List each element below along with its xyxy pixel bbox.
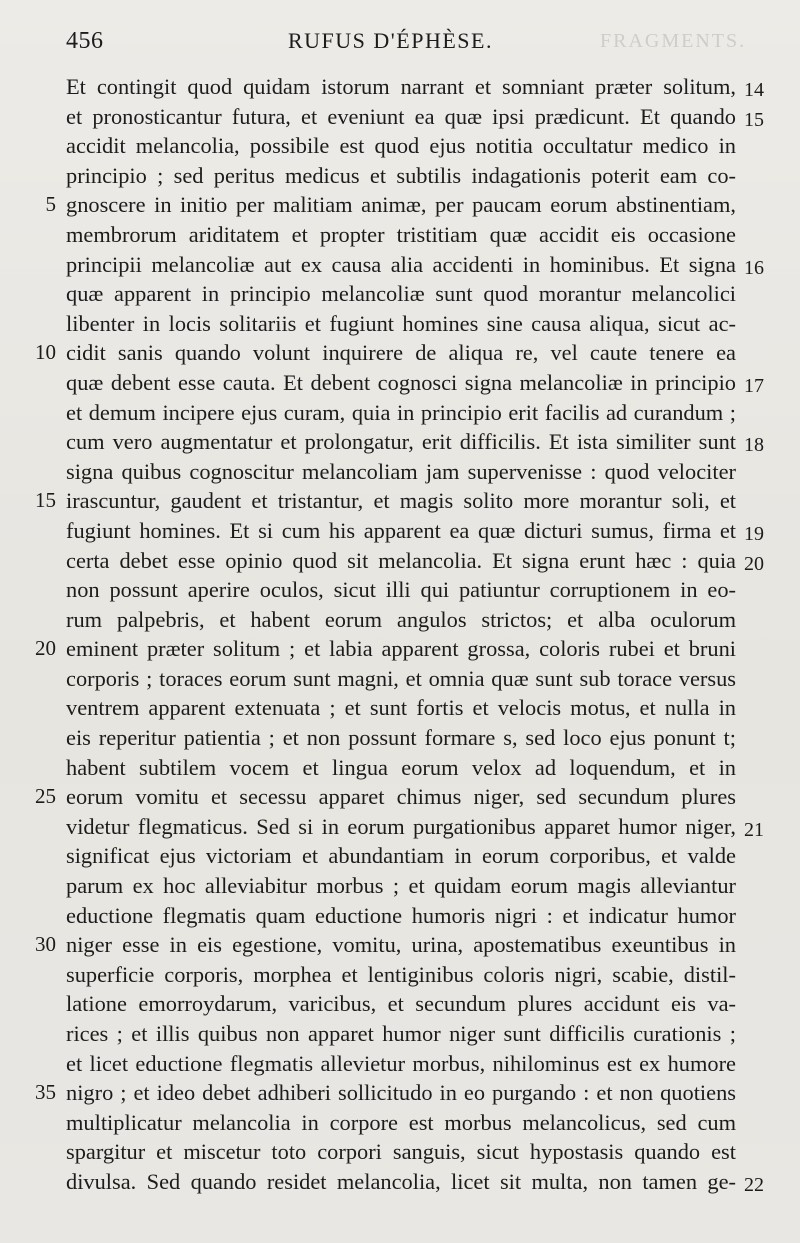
line-text: eorum vomitu et secessu apparet chimus niger, sed secundum plures	[66, 784, 736, 810]
line-text: eis reperitur patientia ; et non possunt formare s, sed loco ejus ponunt t;	[66, 725, 736, 751]
text-line	[0, 338, 800, 368]
line-text: certa debet esse opinio quod sit melancolia. Et signa erunt hæc : quia	[66, 547, 736, 573]
bleed-through-title: FRAGMENTS.	[600, 30, 747, 52]
section-number: 17	[744, 374, 764, 397]
line-text: divulsa. Sed quando residet melancolia, licet sit multa, non tamen ge-	[66, 1168, 736, 1194]
text-line	[0, 901, 800, 931]
text-line	[0, 693, 800, 723]
text-line	[0, 190, 800, 220]
text-line	[0, 161, 800, 191]
line-text: cum vero augmentatur et prolongatur, erit difficilis. Et ista similiter sunt	[66, 429, 736, 455]
text-line	[0, 427, 800, 457]
text-line	[0, 1108, 800, 1138]
line-text: et pronosticantur futura, et eveniunt ea quæ ipsi prædicunt. Et quando	[66, 103, 736, 129]
line-text: irascuntur, gaudent et tristantur, et magis solito more morantur soli, et	[66, 488, 736, 514]
text-line	[0, 841, 800, 871]
line-text: et licet eductione flegmatis allevietur morbus, nihilominus est ex humore	[66, 1050, 736, 1076]
line-text: Et contingit quod quidam istorum narrant et somniant præter solitum,	[66, 74, 736, 99]
text-line	[0, 279, 800, 309]
text-line	[0, 1019, 800, 1049]
line-text: ventrem apparent extenuata ; et sunt fortis et velocis motus, et nulla in	[66, 695, 736, 721]
text-line	[0, 1049, 800, 1079]
text-line	[0, 398, 800, 428]
line-text: principio ; sed peritus medicus et subtilis indagationis poterit eam co-	[66, 162, 736, 188]
page-header	[0, 26, 800, 62]
line-text: significat ejus victoriam et abundantiam in eorum corporibus, et valde	[66, 843, 736, 869]
text-line	[0, 989, 800, 1019]
text-line	[0, 812, 800, 842]
text-line	[0, 220, 800, 250]
text-line	[0, 516, 800, 546]
text-line	[0, 871, 800, 901]
line-text: rices ; et illis quibus non apparet humor niger sunt difficilis curationis ;	[66, 1021, 736, 1046]
section-number: 18	[744, 434, 764, 457]
line-text: latione emorroydarum, varicibus, et secundum plures accidunt eis va-	[66, 991, 736, 1017]
text-line	[0, 102, 800, 132]
text-line	[0, 723, 800, 753]
line-number: 5	[45, 192, 56, 217]
line-text: videtur flegmaticus. Sed si in eorum purgationibus apparet humor niger,	[66, 813, 736, 839]
text-line	[0, 575, 800, 605]
line-text: niger esse in eis egestione, vomitu, urina, apostematibus exeuntibus in	[66, 932, 736, 958]
line-text: non possunt aperire oculos, sicut illi qui patiuntur corruptionem in eo-	[66, 577, 736, 603]
line-text: principii melancoliæ aut ex causa alia accidenti in hominibus. Et signa	[66, 251, 736, 277]
line-text: cidit sanis quando volunt inquirere de aliqua re, vel caute tenere ea	[66, 340, 736, 366]
line-text: eminent præter solitum ; et labia apparent grossa, coloris rubei et bruni	[66, 636, 736, 662]
section-number: 20	[744, 552, 764, 575]
line-number: 30	[35, 932, 56, 957]
line-text: accidit melancolia, possibile est quod ejus notitia occultatur medico in	[66, 133, 736, 159]
text-line	[0, 1078, 800, 1108]
text-line	[0, 605, 800, 635]
line-text: rum palpebris, et habent eorum angulos strictos; et alba oculorum	[66, 606, 736, 632]
text-line	[0, 634, 800, 664]
page-number: 456	[66, 28, 104, 54]
line-number: 20	[35, 636, 56, 661]
text-body	[0, 72, 800, 1197]
section-number: 22	[744, 1173, 764, 1196]
section-number: 15	[744, 108, 764, 131]
line-text: multiplicatur melancolia in corpore est morbus melancolicus, sed cum	[66, 1109, 736, 1135]
text-line	[0, 486, 800, 516]
line-text: nigro ; et ideo debet adhiberi sollicitudo in eo purgando : et non quotiens	[66, 1080, 736, 1106]
section-number: 19	[744, 522, 764, 545]
text-line	[0, 368, 800, 398]
line-text: spargitur et miscetur toto corpori sanguis, sicut hypostasis quando est	[66, 1139, 736, 1165]
line-text: fugiunt homines. Et si cum his apparent ea quæ dicturi sumus, firma et	[66, 517, 736, 543]
line-text: superficie corporis, morphea et lentiginibus coloris nigri, scabie, distil-	[66, 961, 736, 987]
section-number: 16	[744, 256, 764, 279]
text-line	[0, 546, 800, 576]
line-text: quæ debent esse cauta. Et debent cognosci signa melancoliæ in principio	[66, 369, 736, 395]
line-text: eductione flegmatis quam eductione humoris nigri : et indicatur humor	[66, 902, 736, 928]
line-text: et demum incipere ejus curam, quia in principio erit facilis ad curandum ;	[66, 399, 736, 425]
line-text: habent subtilem vocem et lingua eorum velox ad loquendum, et in	[66, 754, 736, 780]
text-line	[0, 664, 800, 694]
text-line	[0, 309, 800, 339]
line-text: libenter in locis solitariis et fugiunt homines sine causa aliqua, sicut ac-	[66, 310, 736, 336]
line-number: 15	[35, 488, 56, 513]
text-line	[0, 1167, 800, 1197]
text-line	[0, 960, 800, 990]
line-text: membrorum ariditatem et propter tristitiam quæ accidit eis occasione	[66, 221, 736, 247]
line-text: parum ex hoc alleviabitur morbus ; et quidam eorum magis alleviantur	[66, 873, 736, 899]
text-line	[0, 1137, 800, 1167]
text-line	[0, 72, 800, 102]
section-number: 21	[744, 818, 764, 841]
running-title: RUFUS D'ÉPHÈSE.	[288, 28, 493, 53]
line-number: 10	[35, 340, 56, 365]
text-line	[0, 753, 800, 783]
text-line	[0, 131, 800, 161]
line-text: corporis ; toraces eorum sunt magni, et omnia quæ sunt sub torace versus	[66, 665, 736, 691]
text-line	[0, 457, 800, 487]
line-text: quæ apparent in principio melancoliæ sunt quod morantur melancolici	[66, 281, 736, 307]
line-number: 35	[35, 1080, 56, 1105]
line-number: 25	[35, 784, 56, 809]
line-text: signa quibus cognoscitur melancoliam jam supervenisse : quod velociter	[66, 458, 736, 484]
text-line	[0, 930, 800, 960]
text-line	[0, 782, 800, 812]
section-number: 14	[744, 79, 764, 101]
line-text: gnoscere in initio per malitiam animæ, per paucam eorum abstinentiam,	[66, 192, 736, 218]
text-line	[0, 250, 800, 280]
